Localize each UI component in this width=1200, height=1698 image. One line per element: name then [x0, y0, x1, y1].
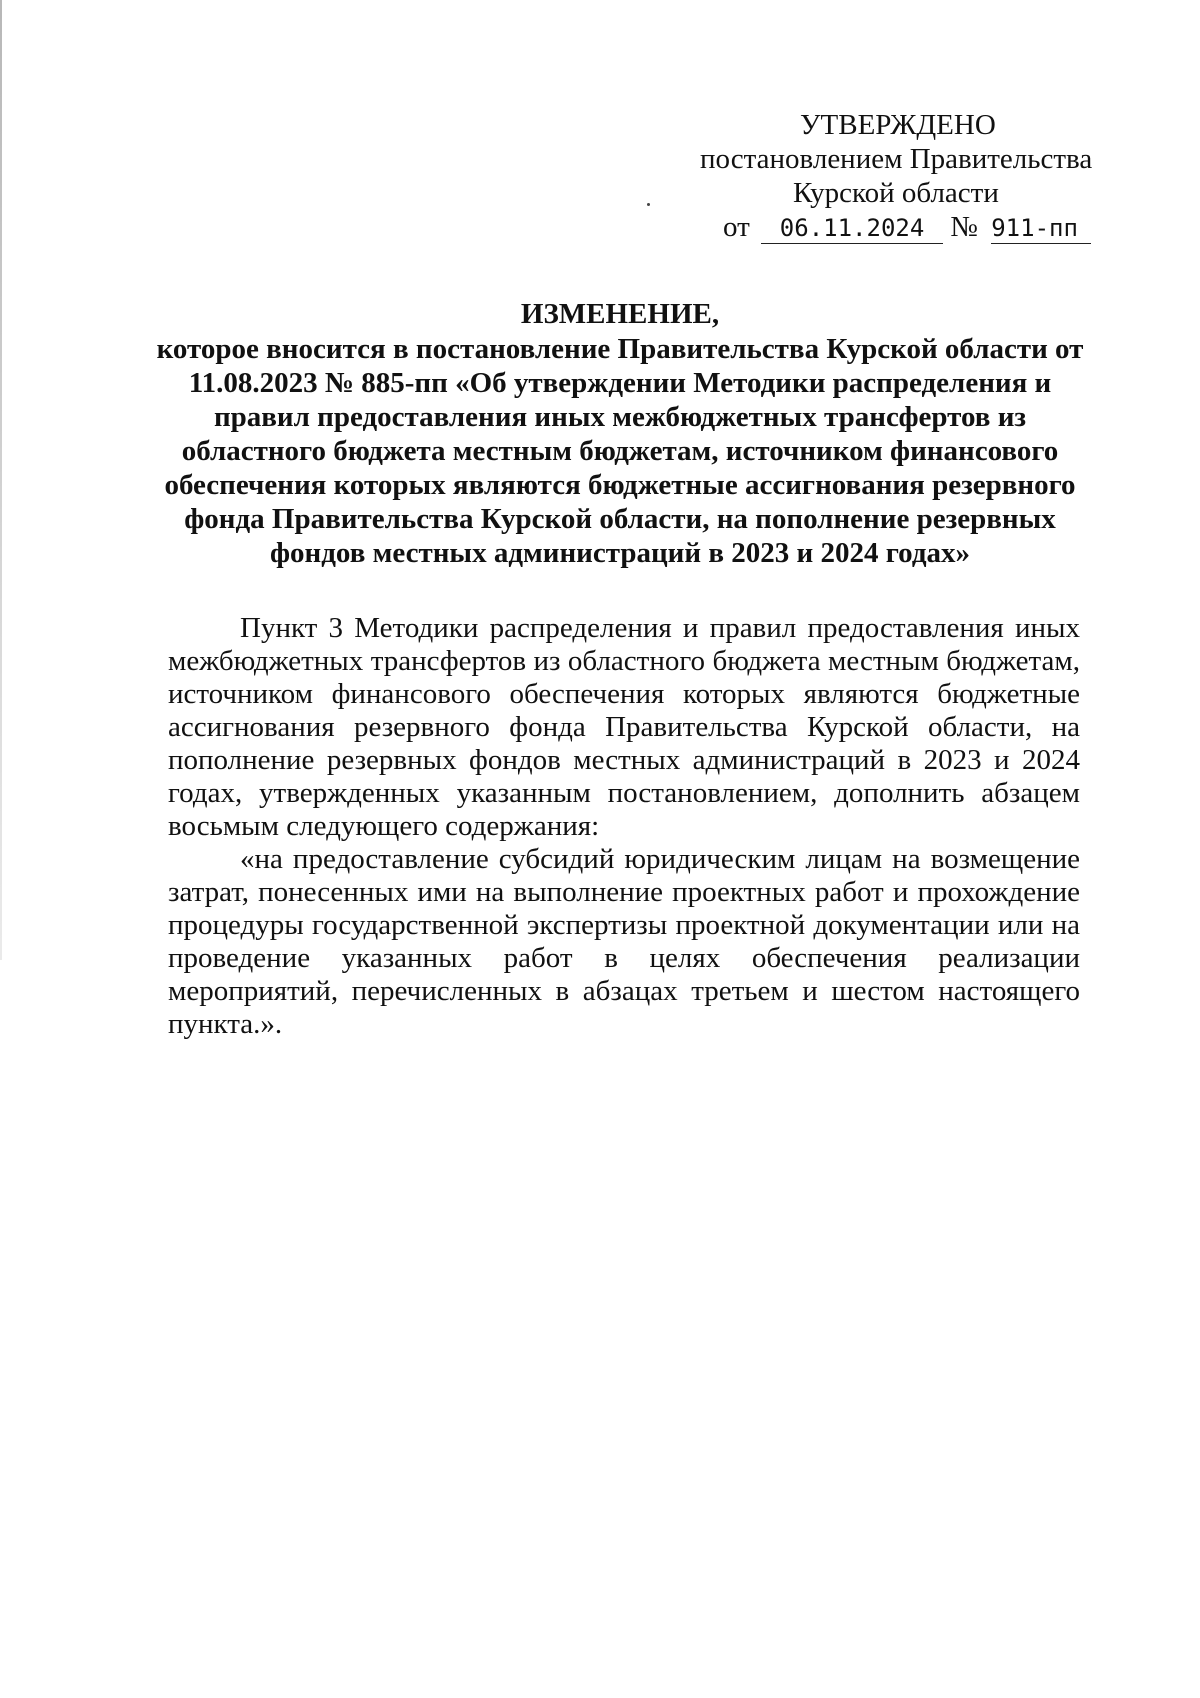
approval-date: 06.11.2024	[761, 213, 943, 244]
date-prefix: от	[723, 211, 750, 243]
approval-number: 911-пп	[991, 213, 1091, 244]
number-prefix: №	[950, 211, 978, 243]
scan-dot-artifact	[647, 203, 650, 206]
title-line: областного бюджета местным бюджетам, источником финансового	[181, 435, 1059, 467]
title-line: фондов местных администраций в 2023 и 2024 годах»	[269, 537, 970, 569]
approval-status: УТВЕРЖДЕНО	[800, 109, 996, 141]
title-line: обеспечения которых являются бюджетные ассигнования резервного	[164, 469, 1076, 501]
body-paragraph-2: «на предоставление субсидий юридическим лицам на возмещение затрат, понесенных ими на выполнение проектных работ и прохождение процедуры государственной экспертизы проектной документации или на проведение указанных работ в целях обеспечения реализации мероприятий, перечисленных в абзацах третьем и шестом настоящего пункта.».	[168, 843, 1080, 1040]
body-paragraph-1: Пункт 3 Методики распределения и правил предоставления иных межбюджетных трансфертов из областного бюджета местным бюджетам, источником финансового обеспечения которых являются бюджетные ассигнования резервного фонда Правительства Курской области, на пополнение резервных фондов местных администраций в 2023 и 2024 годах, утвержденных указанным постановлением, дополнить абзацем восьмым следующего содержания:	[168, 612, 1080, 842]
approval-date-number-line	[690, 210, 1090, 244]
document-body	[168, 612, 1080, 1041]
title-line: фонда Правительства Курской области, на пополнение резервных	[184, 503, 1056, 535]
approval-stamp-block	[690, 108, 1093, 244]
document-title-block	[150, 297, 1090, 570]
title-line: правил предоставления иных межбюджетных трансфертов из	[213, 401, 1027, 433]
approval-by-line: постановлением Правительства	[700, 143, 1093, 175]
scan-edge-artifact	[0, 0, 2, 960]
document-heading: ИЗМЕНЕНИЕ,	[520, 298, 720, 330]
title-line: которое вносится в постановление Правительства Курской области от	[156, 333, 1084, 365]
approval-region-line: Курской области	[793, 177, 999, 209]
title-line: 11.08.2023 № 885-пп «Об утверждении Методики распределения и	[188, 367, 1052, 399]
